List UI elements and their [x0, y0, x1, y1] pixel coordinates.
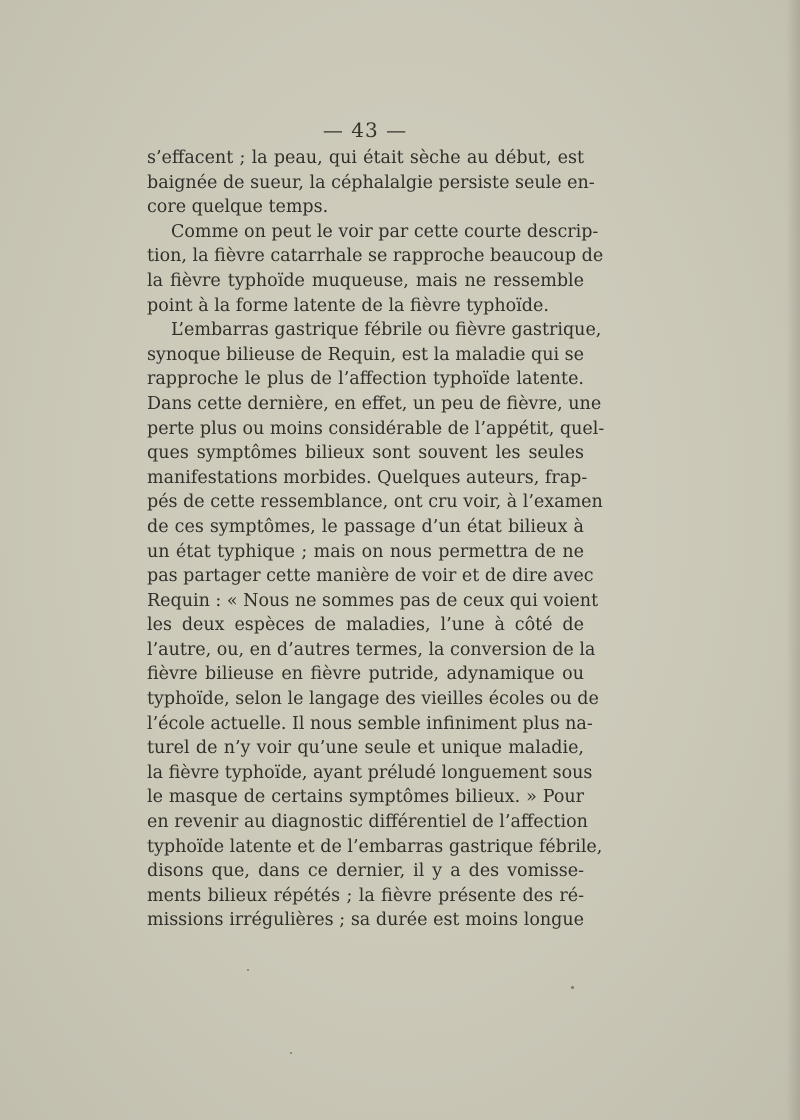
body-text — [147, 146, 605, 933]
text-line: pas partager cette manière de voir et de dire avec — [147, 566, 594, 587]
text-line: Requin : « Nous ne sommes pas de ceux qui voient — [147, 590, 599, 611]
text-line: de ces symptômes, le passage d’un état bilieux à — [147, 516, 584, 537]
text-line: ques symptômes bilieux sont souvent les seules — [147, 443, 584, 464]
text-line: synoque bilieuse de Requin, est la maladie qui se — [147, 344, 584, 365]
text-line: typhoïde, selon le langage des vieilles écoles ou de — [147, 689, 599, 710]
paper-speck — [571, 986, 574, 989]
text-line: rapproche le plus de l’affection typhoïde latente. — [147, 369, 584, 390]
text-line: typhoïde latente et de l’embarras gastrique fébrile, — [147, 836, 603, 857]
text-line: la fièvre typhoïde, ayant préludé longuement sous — [147, 762, 593, 783]
text-line: l’école actuelle. Il nous semble infiniment plus na- — [147, 713, 593, 734]
text-line: perte plus ou moins considérable de l’appétit, quel- — [147, 418, 605, 439]
text-line: L’embarras gastrique fébrile ou fièvre gastrique, — [171, 320, 602, 341]
text-line: turel de n’y voir qu’une seule et unique maladie, — [147, 738, 584, 759]
text-line: le masque de certains symptômes bilieux. » Pour — [147, 787, 584, 808]
text-line: l’autre, ou, en d’autres termes, la conversion de la — [147, 639, 596, 660]
text-line: Comme on peut le voir par cette courte descrip- — [171, 221, 599, 242]
page-number: — 43 — — [322, 118, 408, 142]
paper-speck — [290, 1052, 292, 1054]
text-line: s’effacent ; la peau, qui était sèche au début, est — [147, 148, 584, 168]
text-line: en revenir au diagnostic différentiel de l’affection — [147, 812, 588, 833]
text-line: core quelque temps. — [147, 197, 329, 218]
text-line: la fièvre typhoïde muqueuse, mais ne ressemble — [147, 270, 584, 291]
text-line: Dans cette dernière, en effet, un peu de fièvre, une — [147, 393, 602, 414]
text-line: point à la forme latente de la fièvre typhoïde. — [147, 295, 549, 316]
text-line: les deux espèces de maladies, l’une à côté de — [147, 615, 584, 636]
text-line: manifestations morbides. Quelques auteurs, frap- — [147, 467, 588, 488]
text-line: un état typhique ; mais on nous permettra de ne — [147, 541, 584, 562]
text-line: fièvre bilieuse en fièvre putride, adynamique ou — [147, 664, 584, 685]
paper-speck — [247, 969, 249, 971]
text-line: baignée de sueur, la céphalalgie persiste seule en- — [147, 172, 595, 193]
text-line: missions irrégulières ; sa durée est moins longue — [147, 910, 584, 931]
text-line: pés de cette ressemblance, ont cru voir, à l’examen — [147, 492, 603, 513]
page-edge-shadow — [786, 0, 800, 1120]
text-line: ments bilieux répétés ; la fièvre présente des ré- — [147, 885, 584, 906]
text-line: disons que, dans ce dernier, il y a des vomisse- — [147, 861, 584, 882]
text-line: tion, la fièvre catarrhale se rapproche beaucoup de — [147, 246, 604, 267]
